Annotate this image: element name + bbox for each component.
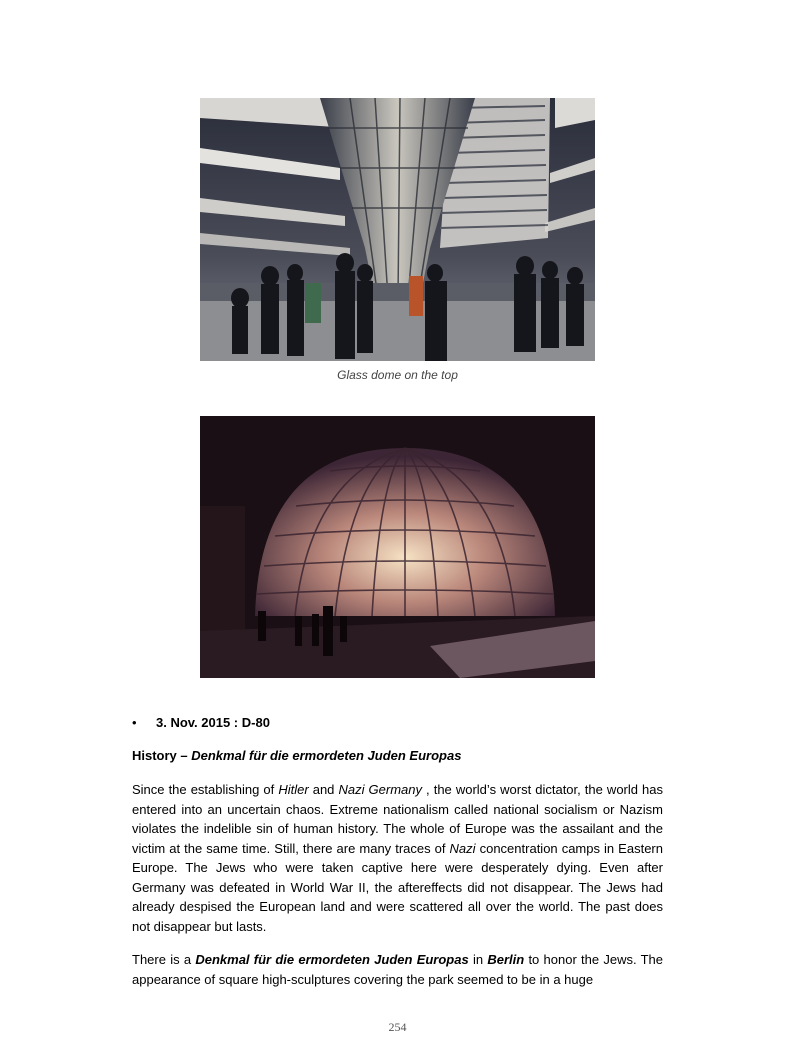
text-run: and	[308, 782, 339, 797]
text-run: Since the establishing of	[132, 782, 279, 797]
figure-caption: Glass dome on the top	[337, 368, 458, 382]
bullet-icon: •	[132, 715, 137, 730]
text-run: There is a	[132, 952, 196, 967]
text-run: to honor the Jews. The appearance of square high-sculptures covering the park seemed to be in a huge	[132, 952, 663, 987]
dome-exterior-image	[200, 416, 595, 678]
text-run: in	[468, 952, 488, 967]
dome-interior-image	[200, 98, 595, 361]
page-number: 254	[388, 1020, 407, 1034]
text-run: concentration camps in Eastern Europe. The Jews who were taken captive here were desperately dying. Even after Germany was defeated in World War II, the aftereffects did not disappear. The Jews had already despised the European land and were scattered all over the world. The past does not disappear but lasts.	[132, 840, 663, 934]
text-run: , the world’s worst dictator, the world has entered into an uncertain chaos. Extreme nationalism called national socialism or Nazism violates the indelible sin of human history. The whole of Europe was the assailant and the victim at the same time. Still, there are many traces of	[132, 782, 664, 856]
paragraph-memorial	[132, 950, 663, 990]
term-nazi: Nazi	[449, 840, 476, 856]
dome-exterior-photo	[200, 416, 595, 678]
term-memorial: Denkmal für die ermordeten Juden Europas	[195, 952, 469, 967]
section-heading	[132, 748, 461, 763]
date-entry	[132, 715, 270, 730]
term-hitler: Hitler	[278, 782, 309, 797]
term-nazi-germany: Nazi Germany	[338, 782, 422, 797]
term-berlin: Berlin	[487, 952, 525, 967]
dome-interior-photo	[200, 98, 595, 361]
heading-prefix: History –	[132, 748, 192, 763]
heading-title: Denkmal für die ermordeten Juden Europas	[191, 748, 462, 763]
date-label: 3. Nov. 2015 : D-80	[156, 715, 270, 730]
paragraph-history	[132, 780, 663, 936]
